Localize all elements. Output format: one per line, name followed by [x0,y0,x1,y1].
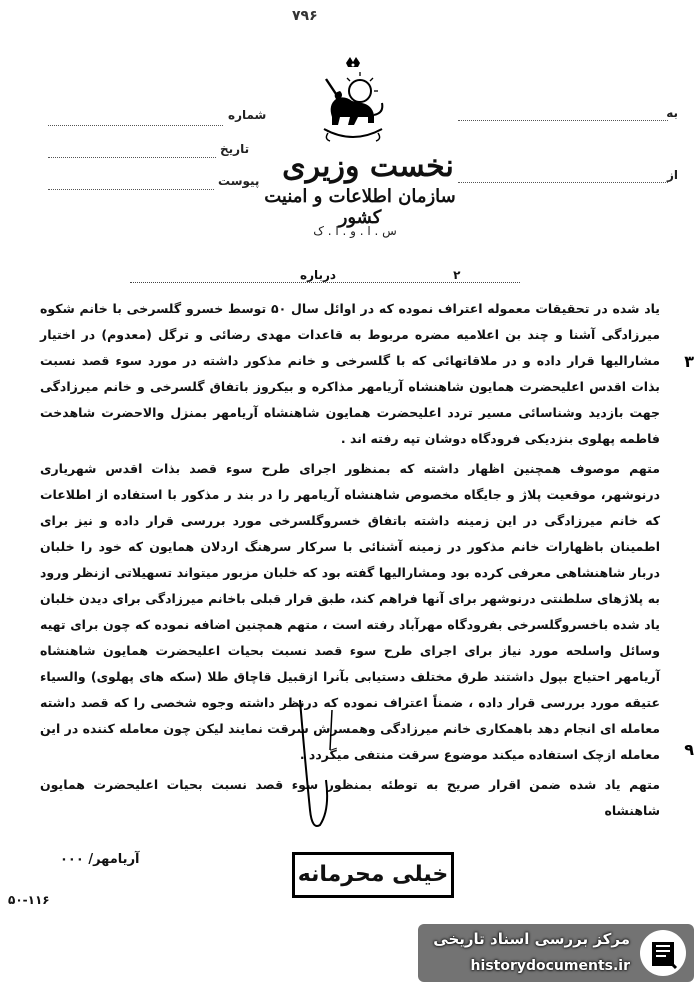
number-label: شماره [228,108,267,122]
margin-mark-1: ۳ [684,352,694,371]
org-title: نخست وزیری [282,149,454,184]
subject-caption: درباره [300,268,337,282]
to-label: به [666,106,678,120]
paragraph-1: یاد شده در تحقیقات معموله اعتراف نموده که در اوائل سال ۵۰ توسط خسرو گلسرخی با خانم شکوه میرزادگی آشنا و چند بن اعلامیه مضره مربوط به قاعدات مهدی رضائی و ترگل (معدوم) در اختیار مشارالیها قرار داده و در ملاقاتهائی که با گلسرخی و خانم مذکور داشته در مورد سوء قصد نسبت بذات اقدس اعلیحضرت همایون شاهنشاه آریامهر مذاکره و بیکروز باتفاق گلسرخی و خانم میرزادگی جهت بازدید وشناسائی مسیر تردد اعلیحضرت همایون شاهنشاه آریامهر بمنزل والاحضرت شاهدخت فاطمه پهلوی بنزدیکی فرودگاه دوشان تپه رفته اند . [40,301,660,446]
watermark-org-name: مرکز بررسی اسناد تاریخی [433,930,630,948]
org-code: س . ا . و . ا . ک [313,224,397,238]
handwritten-mark [290,690,350,840]
archive-logo-icon [638,926,688,980]
paragraph-3: متهم یاد شده ضمن اقرار صریح به توطئه بمنظور سوء قصد نسبت بحیات اعلیحضرت همایون شاهنشاه [40,777,660,818]
date-line: آریامهر/ ۰۰۰ [60,852,140,867]
date-line [48,156,216,158]
margin-mark-2: ۹ [684,740,694,759]
subject-label [300,268,460,282]
confidential-stamp: خیلی محرمانه [292,852,454,898]
subject-value: ۲ [453,268,461,282]
number-line [48,124,223,126]
from-label: از [666,168,678,182]
reference-code: ۵۰-۱۱۶ [8,893,50,907]
subject-line [130,282,520,283]
to-line [458,119,668,121]
attachment-line [48,188,214,190]
top-label: ۷۹۶ [292,8,318,24]
document-body [40,296,660,824]
from-line [458,181,668,183]
watermark-url: historydocuments.ir [470,958,630,974]
paragraph-2: متهم موصوف همچنین اظهار داشته که بمنظور اجرای طرح سوء قصد بذات اقدس شهریاری درنوشهر، موقعیت پلاژ و جایگاه مخصوص شاهنشاه آریامهر را در بند ر مذکور با استفاده از اطلاعات که خانم میرزادگی در این زمینه داشته باتفاق خسروگلسرخی مورد بررسی قرار داده و نیز برای اطمینان باظهارات خانم مذکور در زمینه آشنائی با سرکار سرهنگ اردلان همایون که خود را خلبان دربار شاهنشاهی معرفی کرده بود ومشارالیها گفته بود که خلبان مزبور میتواند تسهیلاتی ازنظر ورود به پلاژهای سلطنتی درنوشهر برای آنها فراهم کند، طبق قرار قبلی باخانم میرزادگی برای دیدن خلبان یاد شده باخسروگلسرخی بفرودگاه مهرآباد رفته است ، متهم همچنین اضافه نموده که چون برای تهیه وسائل واسلحه مورد نیاز برای اجرای طرح سوء قصد نسبت بحیات اعلیحضرت همایون شاهنشاه آریامهر احتیاج بپول داشتند طرق مختلف دستیابی بآنرا ازقبیل قاچاق طلا (سکه های پهلوی) والسیاء عتیقه مورد بررسی قرار داده ، ضمناً اعتراف نموده که درنظر داشته وجوه شخصی را که قصد داشته معامله ای انجام دهد باهمکاری خانم میرزادگی وهمسرش سرقت نمایند لیکن چون معامله کننده در این معامله ازچک استفاده میکند موضوع سرقت منتفی میگردد . [40,461,660,762]
date-label: تاریخ [220,142,250,156]
lion-and-sun-emblem-icon [318,55,388,150]
attachment-label: پیوست [218,174,260,188]
org-subtitle: سازمان اطلاعات و امنیت کشور [264,186,456,228]
